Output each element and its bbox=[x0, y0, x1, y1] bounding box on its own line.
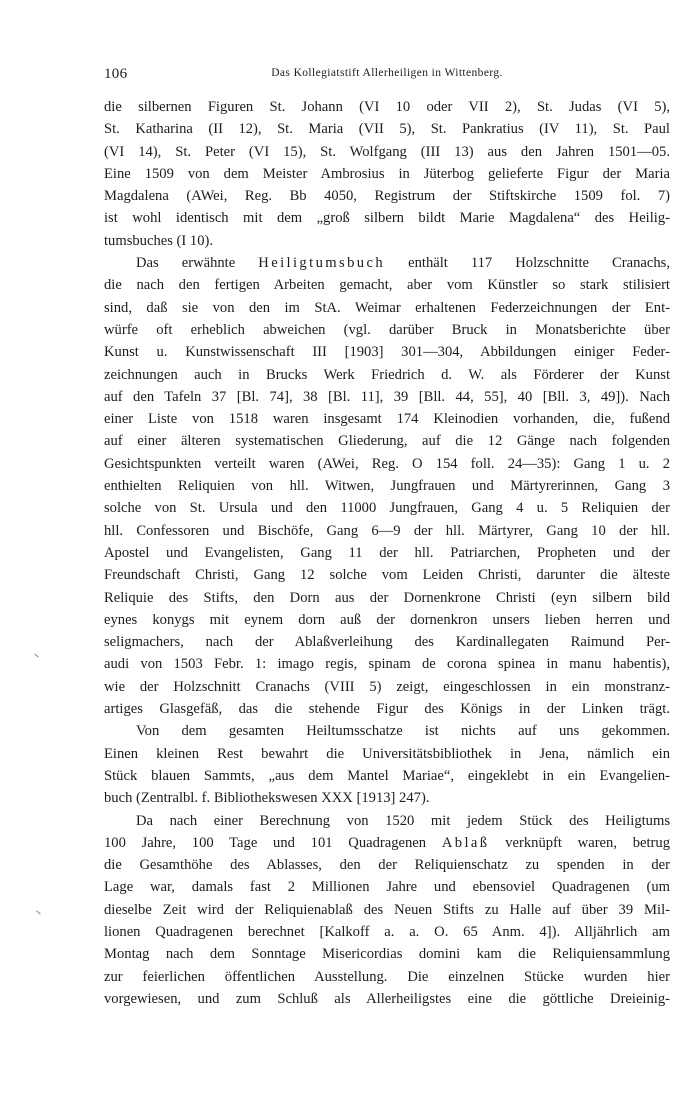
text-run: Einen kleinen Rest bewahrt die Universitätsbibliothek in Jena, nämlich ein bbox=[104, 745, 670, 762]
running-header bbox=[104, 66, 670, 86]
text-run: (VI 14), St. Peter (VI 15), St. Wolfgang (III 13) aus den Jahren 1501—05. bbox=[104, 143, 670, 160]
text-run: zeichnungen auch in Brucks Werk Friedrich d. W. als Förderer der Kunst bbox=[104, 366, 670, 383]
text-line bbox=[104, 96, 670, 118]
text-run: Das erwähnte bbox=[136, 255, 259, 272]
running-title: Das Kollegiatstift Allerheiligen in Wittenberg. bbox=[271, 67, 503, 79]
text-run: zur feierlichen öffentlichen Ausstellung. Die einzelnen Stücke wurden hier bbox=[104, 968, 670, 985]
text-run: Apostel und Evangelisten, Gang 11 der hll. Patriarchen, Propheten und der bbox=[104, 544, 670, 561]
text-line bbox=[104, 475, 670, 497]
scan-mark bbox=[34, 654, 38, 658]
text-line bbox=[104, 319, 670, 341]
text-run: die nach den fertigen Arbeiten gemacht, aber vom Künstler so stark stilisiert bbox=[104, 277, 670, 294]
text-line bbox=[104, 876, 670, 898]
text-run: ist wohl identisch mit dem „groß silbern bildt Marie Magdalena“ des Heilig- bbox=[104, 210, 670, 227]
page-number: 106 bbox=[104, 66, 128, 82]
text-run: 100 Jahre, 100 Tage und 101 Quadragenen bbox=[104, 834, 442, 851]
text-run: Stück blauen Sammts, „aus dem Mantel Mariae“, eingeklebt in ein Evangelien- bbox=[104, 767, 670, 784]
text-line bbox=[104, 185, 670, 207]
text-line bbox=[104, 587, 670, 609]
text-line bbox=[104, 542, 670, 564]
spaced-emphasis: Ablaß bbox=[441, 834, 490, 851]
text-line bbox=[104, 787, 670, 809]
text-line bbox=[104, 163, 670, 185]
text-run: Da nach einer Berechnung von 1520 mit jedem Stück des Heiligtums bbox=[136, 812, 670, 829]
text-run: St. Katharina (II 12), St. Maria (VII 5), St. Pankratius (IV 11), St. Paul bbox=[104, 121, 670, 138]
text-run: verknüpft waren, betrug bbox=[489, 834, 670, 851]
text-line bbox=[104, 832, 670, 854]
text-run: Freundschaft Christi, Gang 12 solche vom Leiden Christi, darunter die älteste bbox=[104, 567, 670, 584]
text-line bbox=[104, 899, 670, 921]
text-run: Eine 1509 von dem Meister Ambrosius in Jüterbog gelieferte Figur der Maria bbox=[104, 165, 670, 182]
text-run: Gesichtspunkten verteilt waren (AWei, Reg. O 154 foll. 24—35): Gang 1 u. 2 bbox=[104, 455, 670, 472]
text-run: Lage war, damals fast 2 Millionen Jahre und ebensoviel Quadragenen (um bbox=[104, 879, 670, 896]
text-line bbox=[104, 430, 670, 452]
text-line bbox=[104, 453, 670, 475]
body-text bbox=[104, 96, 670, 1010]
text-run: lionen Quadragenen berechnet [Kalkoff a. a. O. 65 Anm. 4]). Alljährlich am bbox=[104, 923, 670, 940]
text-run: Montag nach dem Sonntage Misericordias domini kam die Reliquiensammlung bbox=[104, 946, 670, 963]
text-line bbox=[104, 854, 670, 876]
text-line bbox=[104, 921, 670, 943]
text-run: auf den Tafeln 37 [Bl. 74], 38 [Bl. 11], 39 [Bll. 44, 55], 40 [Bll. 3, 49]). Nach bbox=[104, 388, 670, 405]
text-line bbox=[104, 520, 670, 542]
text-run: eynes konygs mit eynem dorn auß der dornenkron unsers lieben herren und bbox=[104, 611, 670, 628]
text-line bbox=[104, 609, 670, 631]
text-line bbox=[104, 720, 670, 742]
text-line bbox=[104, 118, 670, 140]
text-run: buch (Zentralbl. f. Bibliothekswesen XXX [1913] 247). bbox=[104, 790, 430, 807]
text-line bbox=[104, 810, 670, 832]
text-line bbox=[104, 230, 670, 252]
text-run: würfe oft erheblich abweichen (vgl. darüber Bruck in Monatsberichte über bbox=[104, 321, 670, 338]
text-run: dieselbe Zeit wird der Reliquienablaß des Neuen Stifts zu Halle auf über 39 Mil- bbox=[104, 901, 670, 918]
text-line bbox=[104, 274, 670, 296]
text-line bbox=[104, 676, 670, 698]
text-line bbox=[104, 364, 670, 386]
text-run: tumsbuches (I 10). bbox=[104, 232, 214, 249]
text-line bbox=[104, 698, 670, 720]
text-run: Von dem gesamten Heiltumsschatze ist nichts auf uns gekommen. bbox=[136, 723, 670, 740]
text-line bbox=[104, 386, 670, 408]
text-run: sind, daß sie von den im StA. Weimar erhaltenen Federzeichnungen der Ent- bbox=[104, 299, 670, 316]
text-run: audi von 1503 Febr. 1: imago regis, spinam de corona spinea in manu habentis), bbox=[104, 656, 670, 673]
text-run: die Gesamthöhe des Ablasses, den der Reliquienschatz zu spenden in der bbox=[104, 857, 670, 874]
text-run: artiges Glasgefäß, das die stehende Figur des Königs in der Linken trägt. bbox=[104, 701, 670, 718]
text-line bbox=[104, 207, 670, 229]
text-run: hll. Confessoren und Bischöfe, Gang 6—9 der hll. Märtyrer, Gang 10 der hll. bbox=[104, 522, 670, 539]
text-line bbox=[104, 341, 670, 363]
text-line bbox=[104, 653, 670, 675]
text-run: einer Liste von 1518 waren insgesamt 174 Kleinodien vorhanden, die, fußend bbox=[104, 411, 670, 428]
text-line bbox=[104, 631, 670, 653]
text-line bbox=[104, 743, 670, 765]
text-run: solche von St. Ursula und den 11000 Jungfrauen, Gang 4 u. 5 Reliquien der bbox=[104, 500, 670, 517]
text-line bbox=[104, 943, 670, 965]
text-run: Reliquie des Stifts, den Dorn aus der Dornenkrone Christi (eyn silbern bild bbox=[104, 589, 670, 606]
text-line bbox=[104, 966, 670, 988]
text-line bbox=[104, 141, 670, 163]
text-line bbox=[104, 252, 670, 274]
text-run: seligmachers, nach der Ablaßverleihung des Kardinallegaten Raimund Per- bbox=[104, 634, 670, 651]
spaced-emphasis: Heiligtumsbuch bbox=[258, 255, 386, 272]
text-line bbox=[104, 988, 670, 1010]
text-run: enthält 117 Holzschnitte Cranachs, bbox=[385, 255, 670, 272]
text-line bbox=[104, 297, 670, 319]
text-run: Kunst u. Kunstwissenschaft III [1903] 301—304, Abbildungen einiger Feder- bbox=[104, 344, 670, 361]
text-run: vorgewiesen, und zum Schluß als Allerheiligstes eine die göttliche Dreieinig- bbox=[104, 990, 670, 1007]
text-run: Magdalena (AWei, Reg. Bb 4050, Registrum der Stiftskirche 1509 fol. 7) bbox=[104, 188, 670, 205]
text-line bbox=[104, 765, 670, 787]
scan-mark bbox=[36, 911, 40, 915]
text-run: wie der Holzschnitt Cranachs (VIII 5) zeigt, eingeschlossen in ein monstranz- bbox=[104, 678, 670, 695]
text-run: auf einer älteren systematischen Gliederung, auf die 12 Gänge nach folgenden bbox=[104, 433, 670, 450]
text-line bbox=[104, 497, 670, 519]
text-run: die silbernen Figuren St. Johann (VI 10 oder VII 2), St. Judas (VI 5), bbox=[104, 99, 670, 115]
text-line bbox=[104, 408, 670, 430]
text-line bbox=[104, 564, 670, 586]
text-run: enthielten Reliquien von hll. Witwen, Jungfrauen und Märtyrerinnen, Gang 3 bbox=[104, 478, 670, 495]
